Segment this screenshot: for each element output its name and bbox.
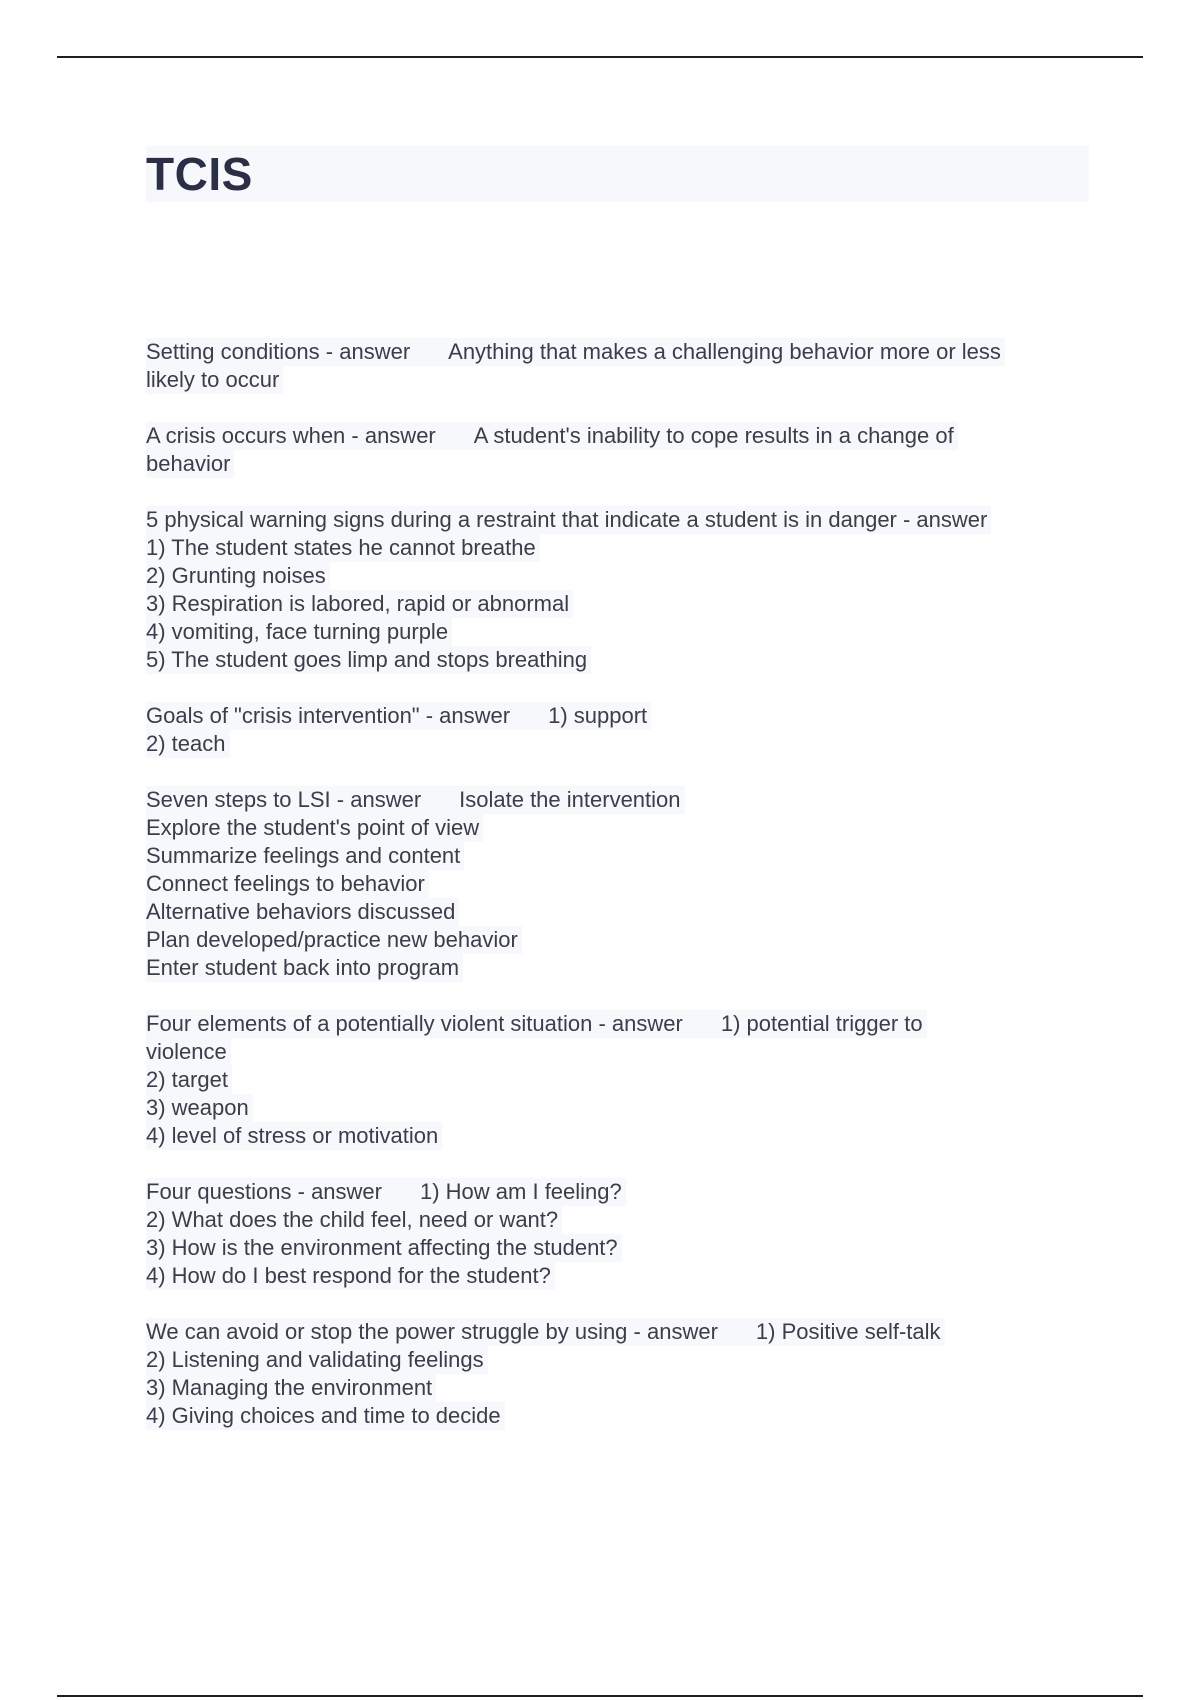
flashcard-question-line [146, 1010, 927, 1038]
flashcard-answer-line: 2) target [146, 1066, 232, 1094]
flashcard [146, 1178, 1091, 1290]
flashcard-answer-line: Connect feelings to behavior [146, 870, 429, 898]
flashcard-answer-line: 4) How do I best respond for the student? [146, 1262, 555, 1290]
flashcard-answer-line: likely to occur [146, 366, 283, 394]
flashcard-answer-line: 2) teach [146, 730, 230, 758]
flashcard-answer: 1) potential trigger to [720, 1011, 923, 1036]
flashcard-answer: 1) Positive self-talk [755, 1319, 941, 1344]
flashcard-answer-line: 4) level of stress or motivation [146, 1122, 442, 1150]
flashcard-answer-line: 3) weapon [146, 1094, 253, 1122]
flashcard-answer-line: Enter student back into program [146, 954, 463, 982]
flashcard-question-line [146, 506, 991, 534]
flashcard-question: A crisis occurs when - answer [146, 423, 436, 448]
flashcard-question: Seven steps to LSI - answer [146, 787, 422, 812]
flashcard-question: Setting conditions - answer [146, 339, 411, 364]
flashcard-answer-line: 5) The student goes limp and stops breathing [146, 646, 591, 674]
title-band [146, 146, 1089, 202]
flashcard-answer-line: 2) Listening and validating feelings [146, 1346, 488, 1374]
flashcard-answer: Anything that makes a challenging behavior more or less [448, 339, 1001, 364]
flashcard [146, 1010, 1091, 1150]
flashcard-question: 5 physical warning signs during a restraint that indicate a student is in danger - answer [146, 507, 988, 532]
flashcard-question: Four questions - answer [146, 1179, 382, 1204]
page-title: TCIS [146, 148, 253, 200]
flashcard-answer: A student's inability to cope results in a change of [473, 423, 954, 448]
flashcard-answer-line: Alternative behaviors discussed [146, 898, 459, 926]
flashcard-question-line [146, 702, 651, 730]
flashcard-list [146, 338, 1091, 1458]
flashcard-question-line [146, 1318, 945, 1346]
flashcard-answer-line: behavior [146, 450, 234, 478]
flashcard-question: We can avoid or stop the power struggle by using - answer [146, 1319, 718, 1344]
flashcard [146, 506, 1091, 674]
flashcard [146, 786, 1091, 982]
flashcard [146, 338, 1091, 394]
flashcard-answer-line: Summarize feelings and content [146, 842, 464, 870]
flashcard-answer-line: 3) Respiration is labored, rapid or abnormal [146, 590, 573, 618]
flashcard-question-line [146, 1178, 626, 1206]
flashcard-answer: 1) How am I feeling? [420, 1179, 622, 1204]
flashcard-answer-line: Plan developed/practice new behavior [146, 926, 522, 954]
bottom-rule [57, 1695, 1143, 1697]
flashcard-answer-line: 3) Managing the environment [146, 1374, 436, 1402]
flashcard-answer-line: violence [146, 1038, 231, 1066]
flashcard-question-line [146, 422, 958, 450]
flashcard-answer-line: 2) What does the child feel, need or want? [146, 1206, 562, 1234]
flashcard-answer: 1) support [548, 703, 648, 728]
flashcard-question: Goals of "crisis intervention" - answer [146, 703, 511, 728]
flashcard-question-line [146, 786, 685, 814]
flashcard-answer-line: 4) Giving choices and time to decide [146, 1402, 505, 1430]
flashcard [146, 1318, 1091, 1430]
top-rule [57, 56, 1143, 58]
flashcard-question: Four elements of a potentially violent situation - answer [146, 1011, 683, 1036]
flashcard-answer-line: Explore the student's point of view [146, 814, 483, 842]
flashcard-answer-line: 2) Grunting noises [146, 562, 330, 590]
flashcard [146, 422, 1091, 478]
flashcard-question-line [146, 338, 1005, 366]
flashcard-answer-line: 1) The student states he cannot breathe [146, 534, 540, 562]
flashcard [146, 702, 1091, 758]
flashcard-answer-line: 3) How is the environment affecting the student? [146, 1234, 622, 1262]
flashcard-answer-line: 4) vomiting, face turning purple [146, 618, 452, 646]
flashcard-answer: Isolate the intervention [459, 787, 681, 812]
